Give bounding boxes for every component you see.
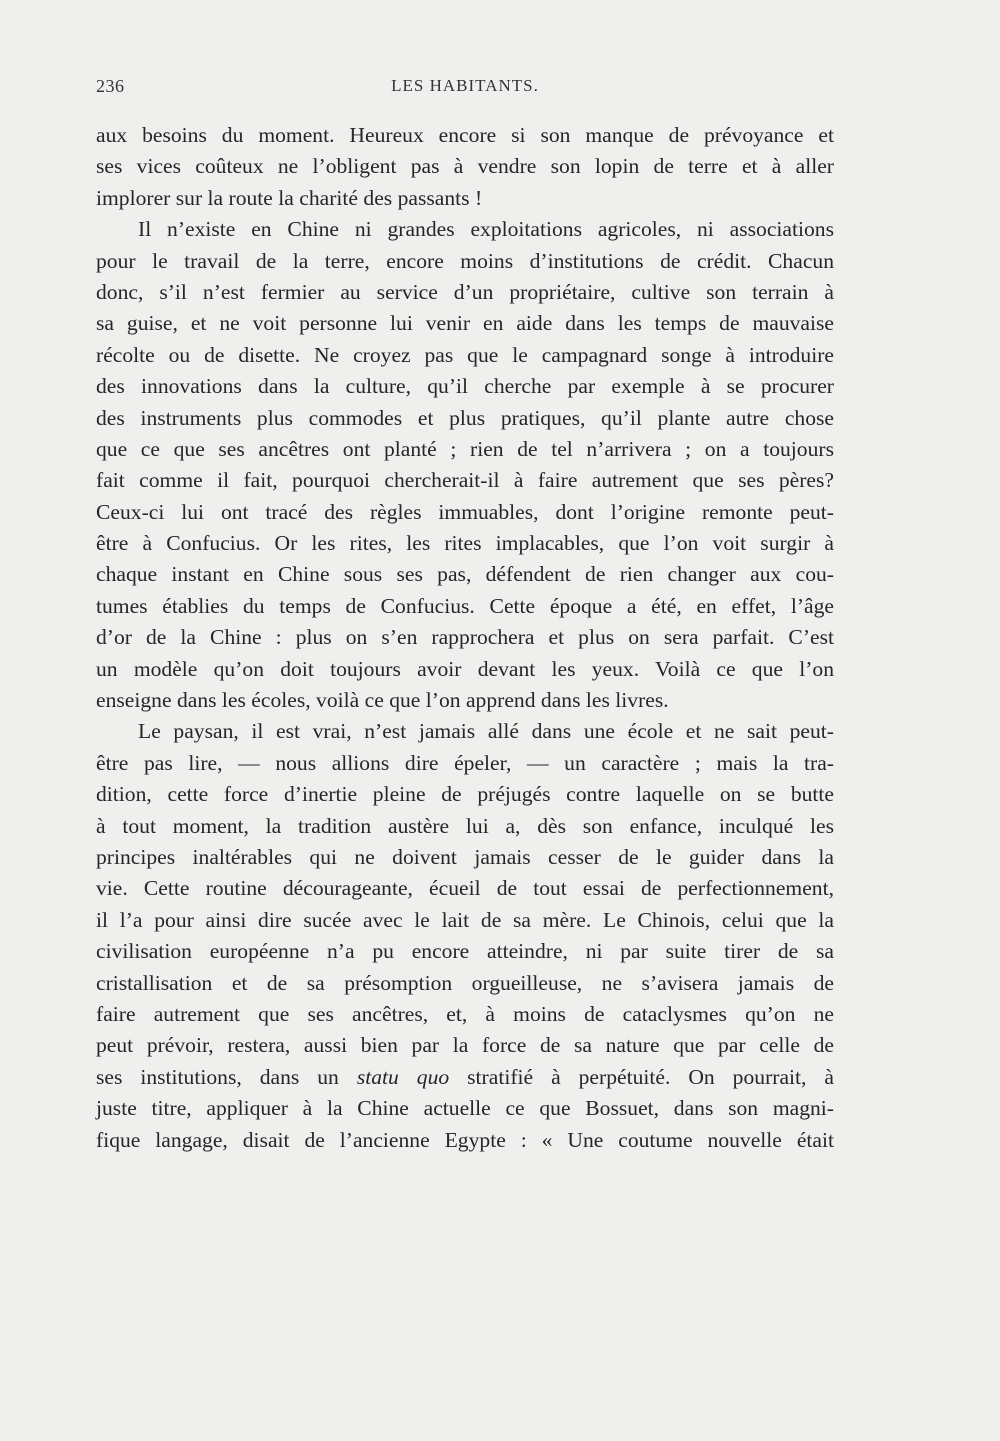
text-line: cristallisation et de sa présomption orgueilleuse, ne s’avisera jamais de [96, 970, 834, 995]
text-line: il l’a pour ainsi dire sucée avec le lait de sa mère. Le Chinois, celui que la [96, 907, 834, 932]
text-line: à tout moment, la tradition austère lui a, dès son enfance, inculqué les [96, 813, 834, 838]
text-line: des innovations dans la culture, qu’il cherche par exemple à se procurer [96, 374, 834, 399]
text-line: que ce que ses ancêtres ont planté ; rien de tel n’arrivera ; on a toujours [96, 436, 834, 461]
paragraph-start-line: Le paysan, il est vrai, n’est jamais allé dans une école et ne sait peut- [138, 719, 834, 744]
running-title: LES HABITANTS. [391, 76, 539, 95]
text-line: pour le travail de la terre, encore moins d’institutions de crédit. Chacun [96, 248, 834, 273]
text-line: d’or de la Chine : plus on s’en rapprochera et plus on sera parfait. C’est [96, 625, 834, 650]
text-line: être pas lire, — nous allions dire épeler, — un caractère ; mais la tra- [96, 750, 834, 775]
text-line: Ceux-ci lui ont tracé des règles immuables, dont l’origine remonte peut- [96, 499, 834, 524]
text-line: ses institutions, dans un statu quo stratifié à perpétuité. On pourrait, à [96, 1064, 834, 1089]
text-line: juste titre, appliquer à la Chine actuelle ce que Bossuet, dans son magni- [96, 1096, 834, 1121]
text-line: faire autrement que ses ancêtres, et, à moins de cataclysmes qu’on ne [96, 1001, 834, 1026]
text-line: implorer sur la route la charité des passants ! [96, 185, 483, 210]
text-line: aux besoins du moment. Heureux encore si son manque de prévoyance et [96, 123, 834, 147]
paragraph-start-line: Il n’existe en Chine ni grandes exploitations agricoles, ni associations [138, 217, 834, 242]
page-number: 236 [96, 76, 125, 96]
text-line: fique langage, disait de l’ancienne Egypte : « Une coutume nouvelle était [96, 1127, 834, 1152]
text-line: donc, s’il n’est fermier au service d’un propriétaire, cultive son terrain à [96, 279, 834, 304]
italic-phrase: statu quo [356, 1064, 450, 1089]
body-text [96, 120, 834, 1156]
text-line: sa guise, et ne voit personne lui venir en aide dans les temps de mauvaise [96, 311, 834, 336]
text-line: tumes établies du temps de Confucius. Cette époque a été, en effet, l’âge [96, 593, 834, 618]
text-line: peut prévoir, restera, aussi bien par la force de sa nature que par celle de [96, 1033, 834, 1058]
text-line: principes inaltérables qui ne doivent jamais cesser de le guider dans la [96, 844, 834, 869]
text-line: être à Confucius. Or les rites, les rites implacables, que l’on voit surgir à [96, 531, 834, 556]
text-line: civilisation européenne n’a pu encore atteindre, ni par suite tirer de sa [96, 939, 834, 964]
text-line: récolte ou de disette. Ne croyez pas que le campagnard songe à introduire [96, 342, 834, 367]
text-line: des instruments plus commodes et plus pratiques, qu’il plante autre chose [96, 405, 834, 430]
text-line: un modèle qu’on doit toujours avoir devant les yeux. Voilà ce que l’on [96, 656, 834, 681]
text-line: chaque instant en Chine sous ses pas, défendent de rien changer aux cou- [96, 562, 834, 587]
running-head [96, 76, 834, 100]
text-line: fait comme il fait, pourquoi chercherait-il à faire autrement que ses pères? [96, 468, 834, 493]
text-line: dition, cette force d’inertie pleine de préjugés contre laquelle on se butte [96, 782, 834, 807]
text-line: ses vices coûteux ne l’obligent pas à vendre son lopin de terre et à aller [96, 154, 834, 179]
text-line: enseigne dans les écoles, voilà ce que l’on apprend dans les livres. [96, 688, 669, 713]
text-line: vie. Cette routine décourageante, écueil de tout essai de perfectionnement, [96, 876, 834, 901]
